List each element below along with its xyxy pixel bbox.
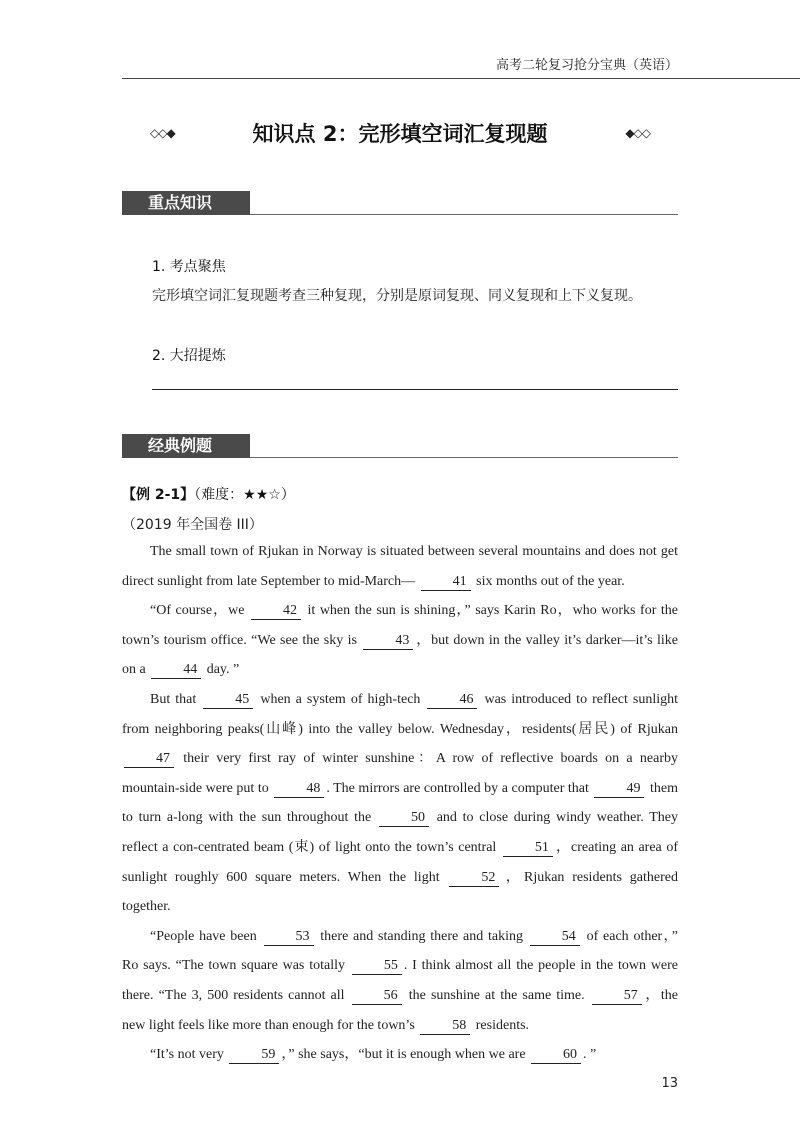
blank-54[interactable]: 54 <box>530 928 580 946</box>
blank-48[interactable]: 48 <box>274 780 324 798</box>
passage-paragraph: “Of course，we 42 it when the sun is shining，” says Karin Ro，who works for the town’s tourism office. “We see the sky is 43 ，but down in the valley it’s darker—it’s like on a 44 day. ” <box>122 603 679 678</box>
blank-60[interactable]: 60 <box>531 1046 581 1064</box>
book-title: 高考二轮复习抢分宝典（英语） <box>495 58 678 73</box>
blank-58[interactable]: 58 <box>420 1017 470 1035</box>
example-difficulty: （难度：★★☆） <box>194 487 295 503</box>
blank-56[interactable]: 56 <box>352 987 402 1005</box>
passage-paragraph: “People have been 53 there and standing there and taking 54 of each other，” Ro says. “The town square was totally 55 . I think almost all the people in the town were there. “The 3, 500 residents cannot all 56 the sunshine at the same time. 57 ，the new light feels like more than enough for the town’s 58 residents. <box>122 928 679 1033</box>
blank-52[interactable]: 52 <box>449 869 499 887</box>
blank-44[interactable]: 44 <box>151 661 201 679</box>
point-2-heading: 2. 大招提炼 <box>152 348 226 364</box>
example-label <box>122 484 295 504</box>
section-classic-examples <box>122 434 678 458</box>
answer-blank-line <box>152 389 678 390</box>
page-number: 13 <box>661 1076 678 1091</box>
blank-45[interactable]: 45 <box>203 691 253 709</box>
blank-43[interactable]: 43 <box>363 632 413 650</box>
point-1-body: 完形填空词汇复现题考查三种复现，分别是原词复现、同义复现和上下义复现。 <box>152 288 642 304</box>
section-rule <box>250 457 678 458</box>
blank-50[interactable]: 50 <box>379 809 429 827</box>
blank-47[interactable]: 47 <box>124 750 174 768</box>
section-label: 重点知识 <box>122 191 250 215</box>
page-title-row <box>150 118 650 150</box>
blank-51[interactable]: 51 <box>503 839 553 857</box>
passage-paragraph: The small town of Rjukan in Norway is situated between several mountains and does not get direct sunlight from late September to mid-March— 41 six months out of the year. <box>122 544 678 589</box>
blank-42[interactable]: 42 <box>251 602 301 620</box>
page-title: 知识点 2：完形填空词汇复现题 <box>252 122 548 146</box>
example-source: （2019 年全国卷 III） <box>122 517 263 533</box>
title-decoration-right: ◆◇◇ <box>625 126 650 140</box>
passage-paragraph: “It’s not very 59 ，” she says，“but it is enough when we are 60 . ” <box>150 1047 597 1063</box>
header-rule <box>122 78 800 79</box>
section-rule <box>250 214 678 215</box>
example-number: 【例 2-1】 <box>122 487 195 503</box>
blank-55[interactable]: 55 <box>352 957 402 975</box>
passage-paragraph: But that 45 when a system of high-tech 46 was introduced to reflect sunlight from neighboring peaks(山峰) into the valley below. Wednesday，residents(居民) of Rjukan 47 their very first ray of winter sunshine：A row of reflective boards on a nearby mountain-side were put to 48 . The mirrors are controlled by a computer that 49 them to turn a-long with the sun throughout the 50 and to close during windy weather. They reflect a con-centrated beam (束) of light onto the town’s central 51 ，creating an area of sunlight roughly 600 square meters. When the light 52 ，Rjukan residents gathered together. <box>122 691 679 915</box>
title-decoration-left: ◇◇◆ <box>150 126 175 140</box>
blank-49[interactable]: 49 <box>594 780 644 798</box>
point-1-heading: 1. 考点聚焦 <box>152 259 226 275</box>
blank-53[interactable]: 53 <box>264 928 314 946</box>
blank-46[interactable]: 46 <box>427 691 477 709</box>
cloze-passage <box>122 537 678 1070</box>
section-key-knowledge <box>122 191 678 215</box>
blank-41[interactable]: 41 <box>421 573 471 591</box>
blank-59[interactable]: 59 <box>229 1046 279 1064</box>
blank-57[interactable]: 57 <box>592 987 642 1005</box>
section-label: 经典例题 <box>122 434 250 458</box>
